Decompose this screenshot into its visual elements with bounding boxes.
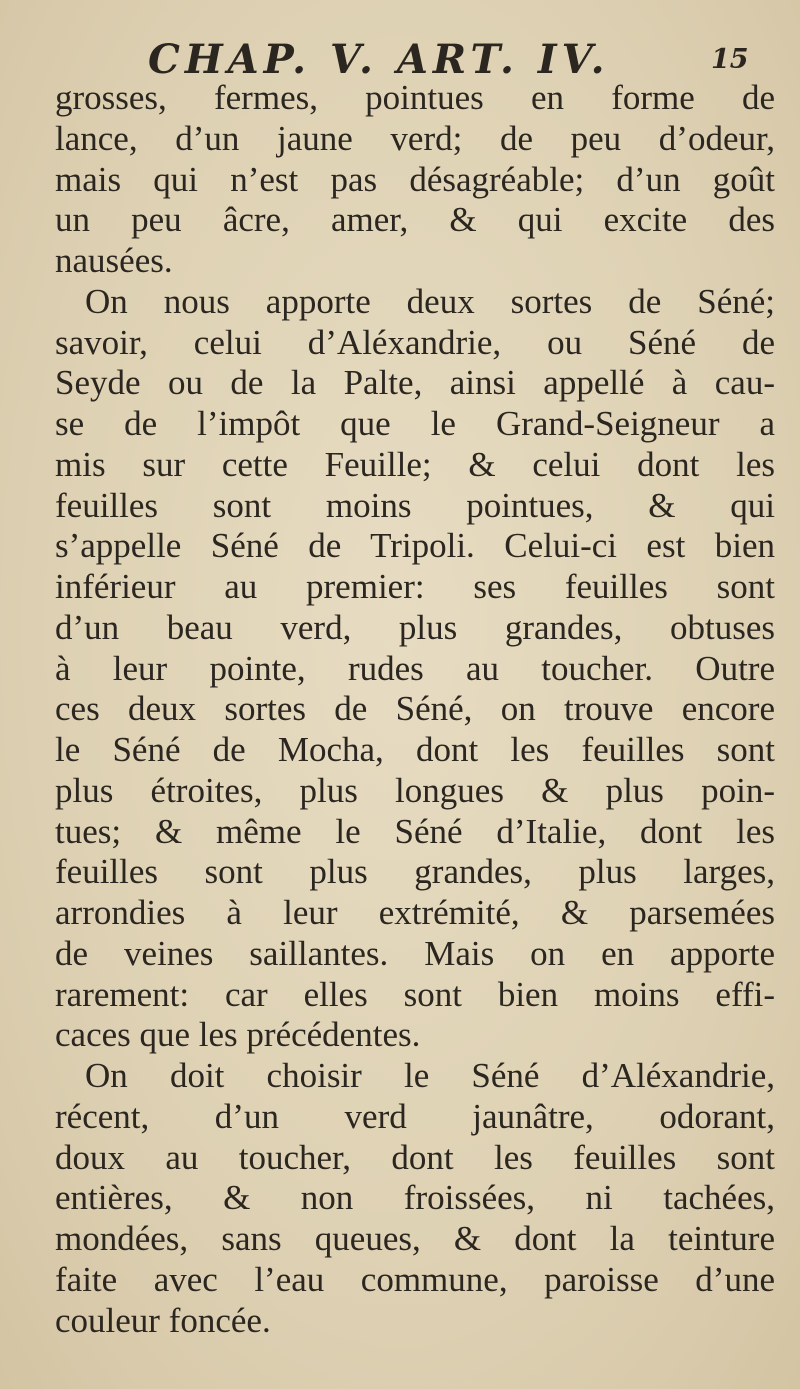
text-line: rarement: car elles sont bien moins effi- (55, 974, 775, 1014)
text-line: entières, & non froissées, ni tachées, (55, 1178, 775, 1218)
text-line: couleur foncée. (55, 1300, 271, 1340)
text-line: mais qui n’est pas désagréable; d’un goût (55, 159, 775, 199)
text-line: savoir, celui d’Aléxandrie, ou Séné de (55, 322, 775, 362)
text-line: inférieur au premier: ses feuilles sont (55, 567, 775, 606)
text-line: feuilles sont plus grandes, plus larges, (55, 852, 775, 892)
text-line: On doit choisir le Séné d’Aléxandrie, (85, 1056, 775, 1095)
text-line: s’appelle Séné de Tripoli. Celui-ci est bien (55, 526, 775, 566)
page-number: 15 (711, 44, 749, 75)
text-line: faite avec l’eau commune, paroisse d’une (55, 1259, 775, 1299)
text-line: lance, d’un jaune verd; de peu d’odeur, (55, 118, 775, 158)
text-line: d’un beau verd, plus grandes, obtuses (55, 607, 775, 647)
page-header (0, 34, 800, 84)
text-line: un peu âcre, amer, & qui excite des (55, 200, 775, 240)
text-line: se de l’impôt que le Grand-Seigneur a (55, 404, 775, 443)
text-line: Seyde ou de la Palte, ainsi appellé à cau- (55, 363, 775, 403)
text-line: ces deux sortes de Séné, on trouve encore (55, 689, 775, 729)
text-line: le Séné de Mocha, dont les feuilles sont (55, 730, 775, 769)
text-line: tues; & même le Séné d’Italie, dont les (55, 811, 775, 851)
text-line: de veines saillantes. Mais on en apporte (55, 933, 775, 973)
running-head: CHAP. V. ART. IV. (148, 36, 610, 83)
text-line: nausées. (55, 241, 173, 280)
text-line: mis sur cette Feuille; & celui dont les (55, 444, 775, 484)
text-line: à leur pointe, rudes au toucher. Outre (55, 648, 775, 688)
text-line: On nous apporte deux sortes de Séné; (85, 281, 775, 321)
text-line: grosses, fermes, pointues en forme de (55, 78, 775, 117)
text-line: doux au toucher, dont les feuilles sont (55, 1137, 775, 1177)
text-line: plus étroites, plus longues & plus poin- (55, 770, 775, 810)
body-text (55, 78, 775, 1341)
text-line: caces que les précédentes. (55, 1015, 421, 1055)
text-line: arrondies à leur extrémité, & parsemées (55, 893, 775, 932)
text-line: récent, d’un verd jaunâtre, odorant, (55, 1096, 775, 1136)
text-line: mondées, sans queues, & dont la teinture (55, 1219, 775, 1258)
text-line: feuilles sont moins pointues, & qui (55, 485, 775, 525)
